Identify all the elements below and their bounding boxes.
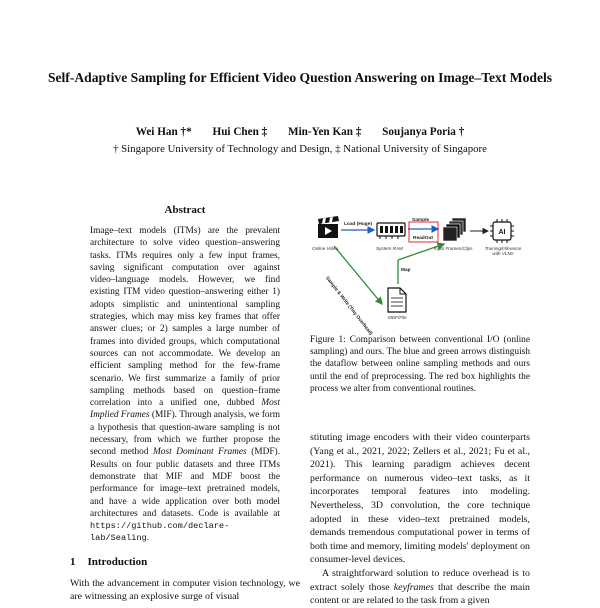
section-heading-introduction bbox=[70, 556, 147, 568]
abstract-text-3: (MDF). Results on four public datasets and three ITMs demonstrate that MIF and MDF boost the performance for image–text pretrained models, and have a wide application over both model architectures and datasets. Code is available at bbox=[90, 447, 281, 519]
label-online-video: Online Video bbox=[312, 246, 339, 251]
abstract-em-mdf: Most Dominant Frames bbox=[153, 447, 247, 458]
file-icon bbox=[388, 288, 406, 312]
abstract-heading: Abstract bbox=[164, 204, 206, 216]
para-2-text-a: A straightforward solution to reduce overhead is to extract solely those bbox=[310, 568, 530, 593]
author-4: Soujanya Poria † bbox=[382, 126, 465, 138]
label-system-ram: System RAM bbox=[376, 246, 403, 251]
section-number: 1 bbox=[70, 556, 76, 568]
label-sample: Sample bbox=[412, 218, 430, 223]
label-readout: ReadOut bbox=[413, 236, 433, 241]
abstract-body bbox=[90, 225, 280, 545]
para-2-em: keyframes bbox=[393, 581, 434, 593]
author-1: Wei Han †* bbox=[135, 126, 192, 138]
video-clapper-icon bbox=[318, 216, 339, 238]
abstract-text-2: (MIF). Through analysis, we form a hypothesis that question-aware sampling is not necessary, from which we further propose the second method bbox=[90, 410, 280, 458]
figure-1 bbox=[310, 210, 530, 337]
ai-chip-icon bbox=[490, 219, 514, 243]
paper-title: Self-Adaptive Sampling for Efficient Video Question Answering on Image–Text Models bbox=[47, 70, 553, 85]
introduction-body: With the advancement in computer vision technology, we are witnessing an explosive surge of visual bbox=[70, 578, 300, 603]
label-sample-write: Sample & Write (Tiny Overhead) bbox=[324, 276, 373, 337]
right-column-paragraph-2 bbox=[310, 567, 530, 608]
label-mdf-file: MDF/File bbox=[388, 315, 407, 320]
author-3: Min-Yen Kan ‡ bbox=[288, 126, 362, 138]
label-training-inference: Training/Inference with VLMs bbox=[484, 246, 522, 257]
code-link[interactable]: https://github.com/declare-lab/Sealing bbox=[90, 521, 230, 544]
author-2: Hui Chen ‡ bbox=[212, 126, 268, 138]
label-load: Load (Huge) bbox=[344, 222, 372, 227]
label-input-frames: Input Frames/Clips bbox=[434, 246, 473, 251]
svg-text:AI: AI bbox=[498, 229, 506, 236]
abstract-text-4: . bbox=[146, 533, 150, 544]
abstract-em-mif: Most Implied Frames bbox=[90, 398, 280, 421]
author-list bbox=[40, 126, 560, 138]
affiliations: † Singapore University of Technology and Design, ‡ National University of Singapore bbox=[113, 143, 487, 155]
label-map: Map bbox=[401, 268, 411, 273]
figure-1-caption: Figure 1: Comparison between conventional I/O (online sampling) and ours. The blue and green arrows distinguish the dataflow between online sampling methods and ours until the end of preprocessing. The red box highlights the process we alter from conventional routines. bbox=[310, 335, 530, 394]
figure-diagram bbox=[310, 210, 530, 330]
right-column-paragraph-1: stituting image encoders with their video counterparts (Yang et al., 2021, 2022; Zellers et al., 2021; Fu et al., 2021). This learning paradigm achieves decent performance on numerous video–text tasks, as it incorporates temporal features into modeling. Nevertheless, 3D convolution, the core technique adopted in these video–text pretrained models, demands tremendous computational power in terms of both time and memory, limiting models' deployment on consumer-level devices. bbox=[310, 432, 530, 566]
abstract-text-1: Image–text models (ITMs) are the prevalent architecture to solve video question–answering tasks. ITMs requires only a few input frames, saving significant computation over against video–language models. However, we find existing ITM video question–answering either 1) adopts simplistic and unintentional sampling strategies, which may miss key frames that offer answer clues; or 2) samples a large number of frames into divided groups, which computational sources can not accommodate. We develop an efficient sampling method for the few-frame scenario. We first summarize a family of prior sampling methods based on question–frame correlation into a unified one, dubbed bbox=[90, 226, 280, 409]
section-title: Introduction bbox=[87, 556, 148, 568]
para-2-text-b: that describe the main content or are related to the task from a given bbox=[310, 581, 530, 607]
ram-chip-icon bbox=[377, 223, 405, 239]
frame-stack-icon bbox=[443, 218, 466, 241]
